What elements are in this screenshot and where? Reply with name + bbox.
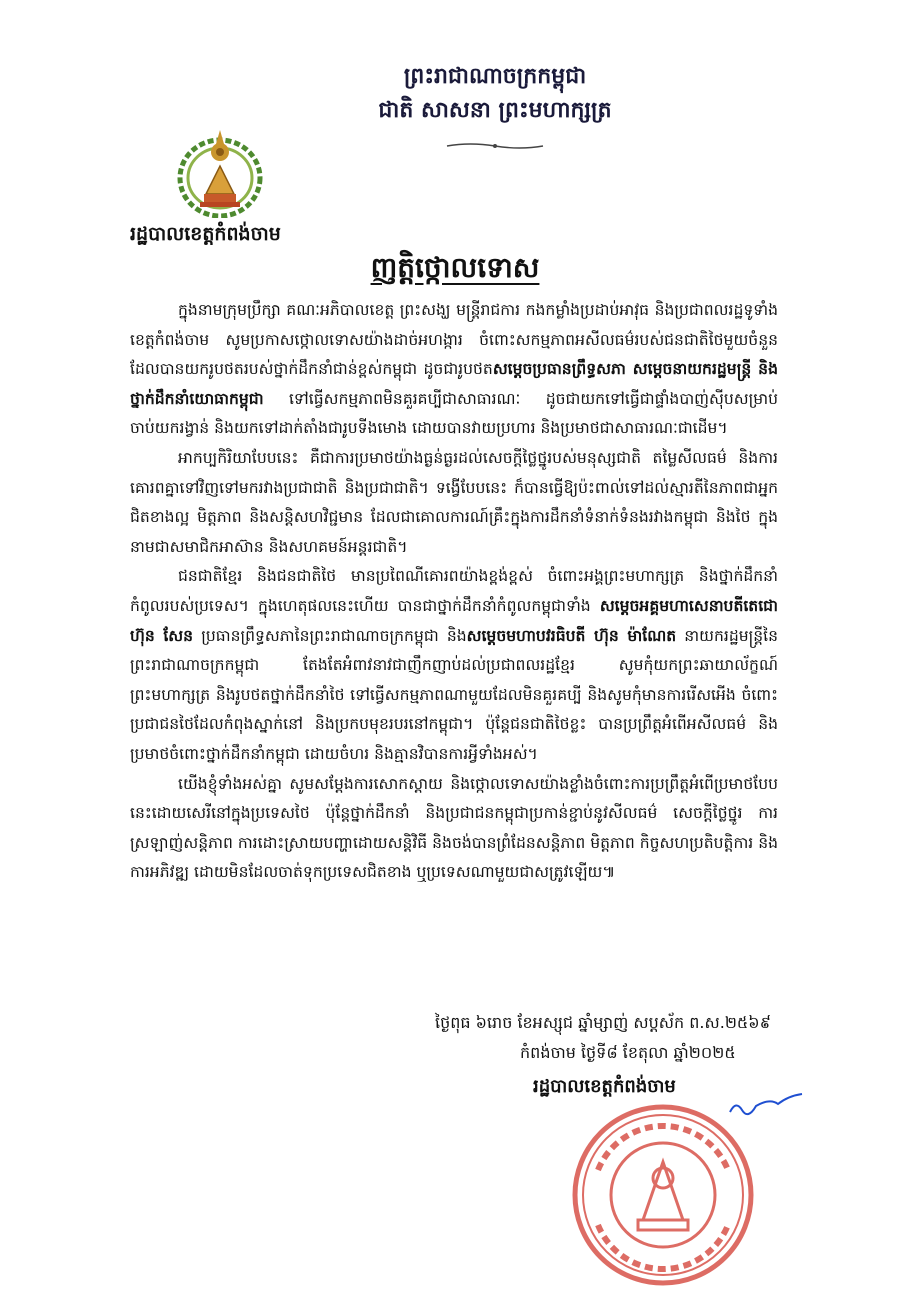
senate-president-bold: សម្តេចអគ្គមហាសេនាបតីតេជោ ហ៊ុន សែន [130,596,778,645]
paragraph-3-text-mid: ប្រធានព្រឹទ្ធសភានៃព្រះរាជាណាចក្រកម្ពុជា និង [193,626,467,645]
paragraph-1-text: ក្នុងនាមក្រុមប្រឹក្សា គណៈអភិបាលខេត្ត ព្រះសង្ឃ មន្ត្រីរាជការ កងកម្លាំងប្រដាប់អាវុធ និងប្រជាពលរដ្ឋទូទាំងខេត្តកំពង់ចាម សូមប្រកាសថ្កោលទោសយ៉ាងដាច់អហង្ការ ចំពោះសកម្មភាពអសីលធម៌របស់ជនជាតិថៃមួយចំនួនដែលបានយករូបថតរបស់ថ្នាក់ដឹកនាំជាន់ខ្ពស់កម្ពុជា ដូចជារូបថត [130,301,778,379]
document-title: ញត្តិថ្កោលទោស [370,251,540,284]
issuing-authority: រដ្ឋបាលខេត្តកំពង់ចាម [130,223,281,245]
paragraph-1 [130,296,778,444]
kingdom-name: ព្រះរាជាណាចក្រកម្ពុជា [403,64,587,89]
signing-authority: រដ្ឋបាលខេត្តកំពង់ចាម [533,1076,676,1097]
paragraph-2: អាកប្បកិរិយាបែបនេះ គឺជាការប្រមាថយ៉ាងធ្ងន់ធ្ងរដល់សេចក្តីថ្លៃថ្នូរបស់មនុស្សជាតិ តម្លៃសីលធម៌ និងការគោរពគ្នាទៅវិញទៅមករវាងប្រជាជាតិ និងប្រជាជាតិ។ ទង្វើបែបនេះ ក៏បានធ្វើឱ្យប៉ះពាល់ទៅដល់ស្មារតីនៃភាពជាអ្នកជិតខាងល្អ មិត្តភាព និងសន្តិសហវិជ្ជមាន ដែលជាគោលការណ៍គ្រឹះក្នុងការដឹកនាំទំនាក់ទំនងរវាងកម្ពុជា និងថៃ ក្នុងនាមជាសមាជិកអាស៊ាន និងសហគមន៍អន្តរជាតិ។ [130,448,778,556]
document-body [130,296,778,888]
paragraph-1-text-end: ទៅធ្វើសកម្មភាពមិនគួរគប្បីជាសាធារណៈ ដូចជាយកទៅធ្វើជាផ្ទាំងបាញ់ស៊ីបសម្រាប់ចាប់យករង្វាន់ និងយកទៅដាក់តាំងជារូបទីងមោង ដោយបានវាយប្រហារ និងប្រមាថជាសាធារណៈជាដើម។ [130,389,778,438]
paragraph-3-text: ជនជាតិខ្មែរ និងជនជាតិថៃ មានប្រពៃណីគោរពយ៉ាងខ្ពង់ខ្ពស់ ចំពោះអង្គព្រះមហាក្សត្រ និងថ្នាក់ដឹកនាំ កំពូលរបស់ប្រទេស។ ក្នុងហេតុផលនេះហើយ បានជាថ្នាក់ដឹកនាំកំពូលកម្ពុជាទាំង [130,567,778,615]
solar-date: កំពង់ចាម ថ្ងៃទី៨ ខែតុលា ឆ្នាំ២០២៥ [520,1043,736,1062]
lunar-date: ថ្ងៃពុធ ៦រោច ខែអស្សុជ ឆ្នាំម្សាញ់ សប្តស័ក ព.ស.២៥៦៩ [435,1013,771,1032]
leaders-bold: សម្តេចប្រធានព្រឹទ្ធសភា សម្តេចនាយករដ្ឋមន្ត្រី និងថ្នាក់ដឹកនាំយោធាកម្ពុជា [130,360,778,408]
paragraph-3-text-end: នាយករដ្ឋមន្ត្រីនៃព្រះរាជាណាចក្រកម្ពុជា តែងតែអំពាវនាវជាញឹកញាប់ដល់ប្រជាពលរដ្ឋខ្មែរ សូមកុំយកព្រះឆាយាល័ក្ខណ៍ព្រះមហាក្សត្រ និងរូបថតថ្នាក់ដឹកនាំថៃ ទៅធ្វើសកម្មភាពណាមួយដែលមិនគួរគប្បី និងសូមកុំមានការរើសអើង ចំពោះប្រជាជនថៃដែលកំពុងស្នាក់នៅ និងប្រកបមុខរបរនៅកម្ពុជា។ ប៉ុន្តែជនជាតិថៃខ្លះ បានប្រព្រឹត្តអំពើអសីលធម៌ និងប្រមាថចំពោះថ្នាក់ដឹកនាំកម្ពុជា ដោយចំហរ និងគ្មានវិបានការអ្វីទាំងអស់។ [130,626,779,763]
prime-minister-bold: សម្តេចមហាបវរធិបតី ហ៊ុន ម៉ាណែត [466,626,677,645]
paragraph-4: យើងខ្ញុំទាំងអស់គ្នា សូមសម្តែងការសោកស្តាយ និងថ្កោលទោសយ៉ាងខ្លាំងចំពោះការប្រព្រឹត្តអំពើប្រមាថបែបនេះដោយសេរីនៅក្នុងប្រទេសថៃ ប៉ុន្តែថ្នាក់ដឹកនាំ និងប្រជាជនកម្ពុជាប្រកាន់ខ្ជាប់នូវសីលធម៌ សេចក្តីថ្លៃថ្នូរ ការស្រឡាញ់សន្តិភាព ការដោះស្រាយបញ្ហាដោយសន្តិវិធី និងចង់បានព្រំដែនសន្តិភាព មិត្តភាព កិច្ចសហប្រតិបត្តិការ និងការអភិវឌ្ឍ ដោយមិនដែលចាត់ទុកប្រទេសជិតខាង ឬប្រទេសណាមួយជាសត្រូវឡើយ៕ [130,774,779,882]
paragraph-3 [130,562,778,769]
official-seal-icon [568,1100,758,1290]
provincial-emblem-icon [172,122,268,218]
ornamental-divider [445,142,545,150]
national-motto: ជាតិ សាសនា ព្រះមហាក្សត្រ [378,98,612,123]
